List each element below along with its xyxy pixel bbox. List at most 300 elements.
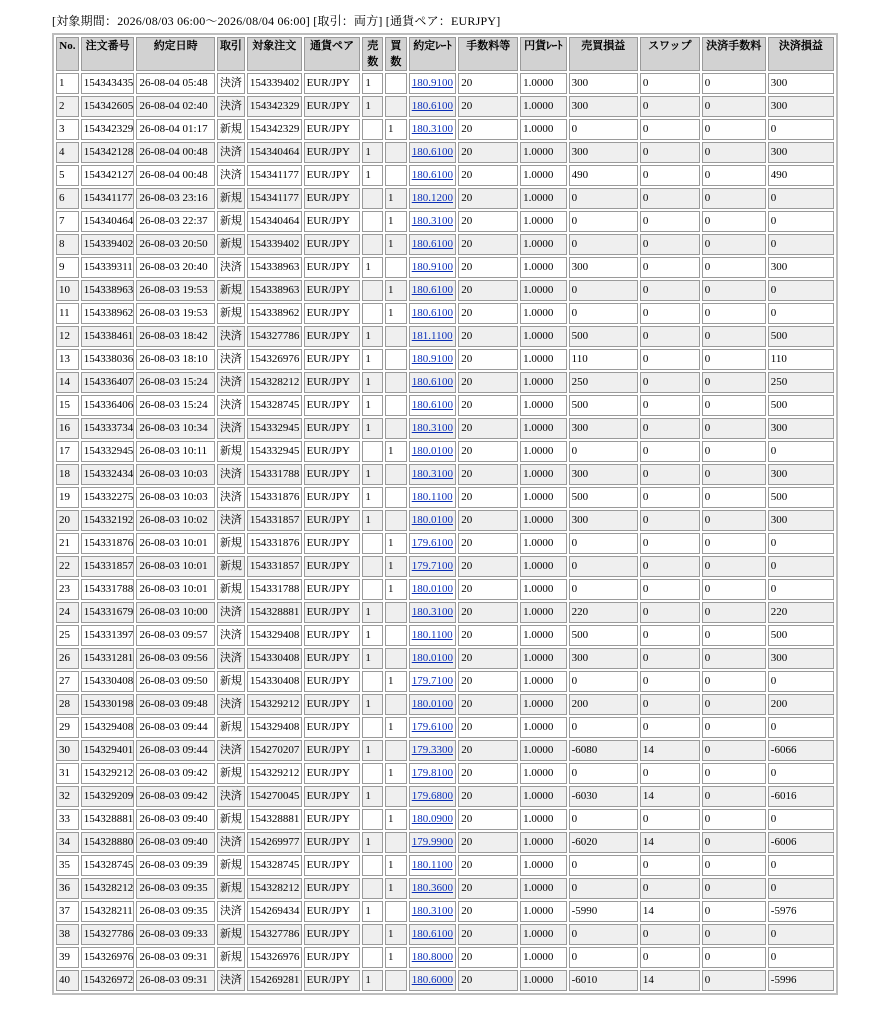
col-buy-qty-cell <box>385 96 407 117</box>
col-execution-datetime-cell: 26-08-03 09:42 <box>136 786 215 807</box>
table-row <box>56 119 834 140</box>
col-currency-pair-cell: EUR/JPY <box>304 119 361 140</box>
col-execution-datetime-cell: 26-08-03 19:53 <box>136 303 215 324</box>
col-settlement-fee-cell: 0 <box>702 441 766 462</box>
col-no-cell: 6 <box>56 188 79 209</box>
col-sell-qty-cell <box>362 763 383 784</box>
col-execution-rate-cell <box>409 855 457 876</box>
col-buy-qty-cell <box>385 142 407 163</box>
table-row <box>56 556 834 577</box>
col-fees-cell: 20 <box>458 786 518 807</box>
col-buy-qty-cell <box>385 648 407 669</box>
table-row <box>56 418 834 439</box>
col-trade-pnl-cell: 300 <box>569 142 638 163</box>
col-execution-rate-cell <box>409 211 457 232</box>
col-execution-rate-cell <box>409 947 457 968</box>
col-yen-rate-cell: 1.0000 <box>520 510 566 531</box>
col-trade-type-cell: 新規 <box>217 579 245 600</box>
col-order-number-cell: 154329209 <box>81 786 135 807</box>
col-settlement-fee-cell: 0 <box>702 786 766 807</box>
col-target-order-cell: 154339402 <box>247 73 302 94</box>
col-sell-qty-cell: 1 <box>362 602 383 623</box>
col-currency-pair-cell: EUR/JPY <box>304 579 361 600</box>
col-sell-qty-cell <box>362 234 383 255</box>
col-trade-type-cell: 新規 <box>217 671 245 692</box>
table-row <box>56 947 834 968</box>
col-currency-pair-cell: EUR/JPY <box>304 188 361 209</box>
col-no-cell: 39 <box>56 947 79 968</box>
col-fees-cell: 20 <box>458 257 518 278</box>
col-no-cell: 38 <box>56 924 79 945</box>
col-trade-type-cell: 新規 <box>217 280 245 301</box>
execution-rate-link[interactable]: 179.9900 <box>411 836 453 848</box>
col-target-order-cell: 154328212 <box>247 372 302 393</box>
col-swap-cell: 0 <box>640 694 700 715</box>
col-trade-pnl-cell: 500 <box>569 395 638 416</box>
col-settlement-pnl-cell: 0 <box>768 188 834 209</box>
col-trade-type-cell: 新規 <box>217 763 245 784</box>
col-trade-type-cell: 新規 <box>217 303 245 324</box>
col-yen-rate-cell: 1.0000 <box>520 165 566 186</box>
col-execution-datetime-cell: 26-08-03 09:35 <box>136 878 215 899</box>
col-sell-qty-cell: 1 <box>362 694 383 715</box>
col-buy-qty-cell <box>385 510 407 531</box>
execution-rate-link[interactable]: 180.3600 <box>411 882 453 894</box>
col-sell-qty-cell: 1 <box>362 142 383 163</box>
col-execution-rate-cell <box>409 763 457 784</box>
col-currency-pair-cell: EUR/JPY <box>304 947 361 968</box>
col-trade-pnl-cell: 0 <box>569 441 638 462</box>
col-fees-cell: 20 <box>458 487 518 508</box>
col-currency-pair-cell: EUR/JPY <box>304 280 361 301</box>
col-execution-rate-cell <box>409 119 457 140</box>
col-yen-rate-cell: 1.0000 <box>520 303 566 324</box>
execution-rate-link[interactable]: 180.6100 <box>411 307 453 319</box>
col-trade-type-cell: 新規 <box>217 234 245 255</box>
col-execution-datetime-cell: 26-08-03 15:24 <box>136 395 215 416</box>
table-row <box>56 303 834 324</box>
execution-rate-link[interactable]: 179.3300 <box>411 744 453 756</box>
col-target-order-cell: 154331857 <box>247 556 302 577</box>
execution-rate-link[interactable]: 180.6100 <box>411 284 453 296</box>
col-swap-cell: 0 <box>640 763 700 784</box>
col-currency-pair-cell: EUR/JPY <box>304 786 361 807</box>
col-buy-qty-cell <box>385 73 407 94</box>
col-settlement-pnl-cell: 500 <box>768 326 834 347</box>
col-currency-pair-cell: EUR/JPY <box>304 901 361 922</box>
col-buy-qty-cell: 1 <box>385 211 407 232</box>
col-yen-rate-cell: 1.0000 <box>520 372 566 393</box>
col-yen-rate-cell: 1.0000 <box>520 96 566 117</box>
execution-rate-link[interactable]: 180.0100 <box>411 698 453 710</box>
col-no-cell: 12 <box>56 326 79 347</box>
col-target-order-cell: 154338963 <box>247 280 302 301</box>
col-target-order-cell: 154327786 <box>247 924 302 945</box>
col-target-order-cell: 154340464 <box>247 211 302 232</box>
col-trade-type-cell: 決済 <box>217 142 245 163</box>
col-execution-rate-cell <box>409 73 457 94</box>
col-target-order-cell: 154327786 <box>247 326 302 347</box>
execution-rate-link[interactable]: 180.6100 <box>411 169 453 181</box>
col-buy-qty-cell: 1 <box>385 671 407 692</box>
table-row <box>56 188 834 209</box>
col-fees-cell: 20 <box>458 924 518 945</box>
col-trade-pnl-cell: 200 <box>569 694 638 715</box>
col-settlement-pnl-cell: 490 <box>768 165 834 186</box>
col-settlement-pnl-cell: 0 <box>768 763 834 784</box>
col-trade-pnl-cell: 0 <box>569 947 638 968</box>
col-yen-rate-cell: 1.0000 <box>520 119 566 140</box>
col-execution-datetime-cell: 26-08-03 09:40 <box>136 809 215 830</box>
col-buy-qty-cell: 1 <box>385 533 407 554</box>
col-yen-rate-cell: 1.0000 <box>520 763 566 784</box>
col-no-cell: 2 <box>56 96 79 117</box>
execution-rate-link[interactable]: 180.9100 <box>411 353 453 365</box>
col-no-cell: 34 <box>56 832 79 853</box>
col-settlement-pnl-cell: 0 <box>768 579 834 600</box>
col-settlement-pnl-cell: 0 <box>768 303 834 324</box>
execution-rate-link[interactable]: 180.6100 <box>411 376 453 388</box>
col-buy-qty-cell <box>385 786 407 807</box>
col-yen-rate-cell: 1.0000 <box>520 441 566 462</box>
col-settlement-pnl-cell: 300 <box>768 510 834 531</box>
col-currency-pair-cell: EUR/JPY <box>304 717 361 738</box>
execution-rate-link[interactable]: 179.8100 <box>411 767 453 779</box>
col-buy-qty-cell <box>385 165 407 186</box>
table-row <box>56 924 834 945</box>
col-settlement-fee-cell: 0 <box>702 740 766 761</box>
col-sell-qty-cell: 1 <box>362 970 383 991</box>
col-yen-rate-cell: 1.0000 <box>520 625 566 646</box>
execution-rate-link[interactable]: 179.6800 <box>411 790 453 802</box>
col-execution-rate-cell <box>409 257 457 278</box>
col-buy-qty-cell: 1 <box>385 441 407 462</box>
table-row <box>56 901 834 922</box>
execution-rate-link[interactable]: 180.9100 <box>411 261 453 273</box>
col-buy-qty-cell: 1 <box>385 303 407 324</box>
col-target-order-cell: 154326976 <box>247 947 302 968</box>
col-execution-datetime-cell: 26-08-03 09:33 <box>136 924 215 945</box>
col-swap-cell: 0 <box>640 809 700 830</box>
col-target-order-header: 対象注文 <box>247 37 302 71</box>
col-swap-cell: 0 <box>640 395 700 416</box>
col-execution-rate-cell <box>409 533 457 554</box>
col-settlement-pnl-cell: -6006 <box>768 832 834 853</box>
col-trade-type-cell: 新規 <box>217 211 245 232</box>
col-fees-cell: 20 <box>458 418 518 439</box>
col-currency-pair-cell: EUR/JPY <box>304 303 361 324</box>
execution-rate-link[interactable]: 180.6100 <box>411 399 453 411</box>
table-row <box>56 487 834 508</box>
col-yen-rate-cell: 1.0000 <box>520 418 566 439</box>
col-trade-type-cell: 決済 <box>217 418 245 439</box>
execution-rate-link[interactable]: 179.6100 <box>411 721 453 733</box>
col-settlement-fee-cell: 0 <box>702 142 766 163</box>
col-no-cell: 22 <box>56 556 79 577</box>
col-settlement-pnl-header: 決済損益 <box>768 37 834 71</box>
col-fees-cell: 20 <box>458 694 518 715</box>
col-trade-type-cell: 決済 <box>217 786 245 807</box>
col-execution-rate-cell <box>409 556 457 577</box>
col-trade-type-cell: 新規 <box>217 855 245 876</box>
execution-rate-link[interactable]: 180.0100 <box>411 652 453 664</box>
col-trade-pnl-cell: 500 <box>569 487 638 508</box>
col-target-order-cell: 154331876 <box>247 533 302 554</box>
col-settlement-fee-cell: 0 <box>702 717 766 738</box>
execution-rate-link[interactable]: 180.1100 <box>411 859 453 871</box>
col-swap-cell: 14 <box>640 740 700 761</box>
col-yen-rate-cell: 1.0000 <box>520 349 566 370</box>
execution-rate-link[interactable]: 180.0100 <box>411 583 453 595</box>
col-settlement-pnl-cell: 300 <box>768 73 834 94</box>
col-execution-datetime-cell: 26-08-03 09:50 <box>136 671 215 692</box>
col-execution-rate-cell <box>409 142 457 163</box>
execution-rate-link[interactable]: 180.9100 <box>411 77 453 89</box>
col-fees-cell: 20 <box>458 119 518 140</box>
col-execution-datetime-cell: 26-08-03 09:42 <box>136 763 215 784</box>
col-swap-cell: 0 <box>640 464 700 485</box>
col-swap-cell: 14 <box>640 901 700 922</box>
col-settlement-fee-cell: 0 <box>702 487 766 508</box>
col-trade-type-cell: 新規 <box>217 119 245 140</box>
col-execution-datetime-cell: 26-08-03 10:11 <box>136 441 215 462</box>
table-row <box>56 349 834 370</box>
col-execution-rate-cell <box>409 740 457 761</box>
col-no-cell: 35 <box>56 855 79 876</box>
col-execution-rate-cell <box>409 832 457 853</box>
col-buy-qty-cell <box>385 694 407 715</box>
col-swap-cell: 0 <box>640 855 700 876</box>
col-order-number-cell: 154341177 <box>81 188 135 209</box>
execution-rate-link[interactable]: 179.7100 <box>411 675 453 687</box>
execution-rate-link[interactable]: 180.3100 <box>411 422 453 434</box>
col-execution-rate-cell <box>409 602 457 623</box>
col-sell-qty-cell: 1 <box>362 349 383 370</box>
col-currency-pair-cell: EUR/JPY <box>304 441 361 462</box>
execution-rate-link[interactable]: 180.0900 <box>411 813 453 825</box>
table-row <box>56 280 834 301</box>
execution-rate-link[interactable]: 180.3100 <box>411 468 453 480</box>
col-sell-qty-cell <box>362 671 383 692</box>
col-settlement-fee-cell: 0 <box>702 533 766 554</box>
col-order-number-cell: 154331281 <box>81 648 135 669</box>
col-settlement-fee-cell: 0 <box>702 947 766 968</box>
col-settlement-pnl-cell: 0 <box>768 855 834 876</box>
col-execution-rate-cell <box>409 694 457 715</box>
execution-rate-link[interactable]: 180.3100 <box>411 215 453 227</box>
col-sell-qty-cell <box>362 441 383 462</box>
col-fees-header: 手数料等 <box>458 37 518 71</box>
col-sell-qty-header: 売数 <box>362 37 383 71</box>
col-trade-pnl-cell: 0 <box>569 234 638 255</box>
col-yen-rate-cell: 1.0000 <box>520 740 566 761</box>
col-trade-type-cell: 新規 <box>217 878 245 899</box>
col-fees-cell: 20 <box>458 280 518 301</box>
col-sell-qty-cell <box>362 809 383 830</box>
col-currency-pair-cell: EUR/JPY <box>304 211 361 232</box>
execution-rate-link[interactable]: 180.1200 <box>411 192 453 204</box>
col-currency-pair-cell: EUR/JPY <box>304 533 361 554</box>
col-trade-type-cell: 決済 <box>217 602 245 623</box>
col-yen-rate-header: 円貨ﾚｰﾄ <box>520 37 566 71</box>
execution-rate-link[interactable]: 180.0100 <box>411 445 453 457</box>
col-trade-pnl-cell: 0 <box>569 855 638 876</box>
table-row <box>56 142 834 163</box>
col-target-order-cell: 154342329 <box>247 119 302 140</box>
table-row <box>56 970 834 991</box>
col-currency-pair-cell: EUR/JPY <box>304 487 361 508</box>
col-no-cell: 25 <box>56 625 79 646</box>
col-sell-qty-cell: 1 <box>362 740 383 761</box>
col-target-order-cell: 154330408 <box>247 648 302 669</box>
col-swap-cell: 0 <box>640 188 700 209</box>
col-settlement-fee-cell: 0 <box>702 671 766 692</box>
col-swap-cell: 0 <box>640 579 700 600</box>
col-trade-pnl-cell: 300 <box>569 73 638 94</box>
table-row <box>56 234 834 255</box>
col-settlement-pnl-cell: -6016 <box>768 786 834 807</box>
col-trade-type-cell: 決済 <box>217 740 245 761</box>
execution-rate-link[interactable]: 180.8000 <box>411 951 453 963</box>
execution-rate-link[interactable]: 180.6100 <box>411 146 453 158</box>
execution-rate-link[interactable]: 179.7100 <box>411 560 453 572</box>
col-no-header: No. <box>56 37 79 71</box>
col-yen-rate-cell: 1.0000 <box>520 234 566 255</box>
col-fees-cell: 20 <box>458 234 518 255</box>
col-sell-qty-cell <box>362 855 383 876</box>
col-settlement-fee-cell: 0 <box>702 303 766 324</box>
col-settlement-pnl-cell: 300 <box>768 257 834 278</box>
col-swap-cell: 0 <box>640 947 700 968</box>
col-settlement-fee-cell: 0 <box>702 280 766 301</box>
col-fees-cell: 20 <box>458 441 518 462</box>
col-settlement-fee-cell: 0 <box>702 165 766 186</box>
col-execution-rate-cell <box>409 326 457 347</box>
col-swap-cell: 0 <box>640 119 700 140</box>
col-order-number-cell: 154331397 <box>81 625 135 646</box>
col-order-number-cell: 154329408 <box>81 717 135 738</box>
col-order-number-cell: 154336407 <box>81 372 135 393</box>
col-yen-rate-cell: 1.0000 <box>520 464 566 485</box>
col-settlement-pnl-cell: 0 <box>768 234 834 255</box>
execution-rate-link[interactable]: 180.0100 <box>411 514 453 526</box>
col-execution-datetime-cell: 26-08-03 10:00 <box>136 602 215 623</box>
col-target-order-cell: 154331788 <box>247 464 302 485</box>
col-execution-rate-cell <box>409 188 457 209</box>
col-execution-rate-cell <box>409 464 457 485</box>
col-buy-qty-cell <box>385 372 407 393</box>
col-trade-type-cell: 決済 <box>217 648 245 669</box>
col-fees-cell: 20 <box>458 303 518 324</box>
col-execution-rate-cell <box>409 234 457 255</box>
execution-rate-link[interactable]: 180.3100 <box>411 606 453 618</box>
execution-rate-link[interactable]: 180.6000 <box>411 974 453 986</box>
col-fees-cell: 20 <box>458 740 518 761</box>
col-trade-pnl-header: 売買損益 <box>569 37 638 71</box>
col-order-number-cell: 154329212 <box>81 763 135 784</box>
col-execution-datetime-cell: 26-08-03 18:42 <box>136 326 215 347</box>
col-execution-datetime-cell: 26-08-03 10:01 <box>136 556 215 577</box>
col-yen-rate-cell: 1.0000 <box>520 648 566 669</box>
col-swap-cell: 0 <box>640 257 700 278</box>
table-row <box>56 257 834 278</box>
col-buy-qty-cell <box>385 487 407 508</box>
col-target-order-cell: 154331788 <box>247 579 302 600</box>
execution-rate-link[interactable]: 180.3100 <box>411 123 453 135</box>
col-execution-rate-cell <box>409 372 457 393</box>
col-trade-pnl-cell: 0 <box>569 303 638 324</box>
col-trade-pnl-cell: 0 <box>569 878 638 899</box>
col-order-number-cell: 154338962 <box>81 303 135 324</box>
col-swap-cell: 0 <box>640 441 700 462</box>
col-execution-datetime-cell: 26-08-03 23:16 <box>136 188 215 209</box>
execution-rate-link[interactable]: 180.1100 <box>411 491 453 503</box>
col-execution-datetime-cell: 26-08-03 20:50 <box>136 234 215 255</box>
col-trade-type-cell: 新規 <box>217 717 245 738</box>
col-trade-type-cell: 決済 <box>217 970 245 991</box>
col-buy-qty-cell: 1 <box>385 878 407 899</box>
col-sell-qty-cell <box>362 188 383 209</box>
col-target-order-cell: 154328745 <box>247 395 302 416</box>
col-no-cell: 21 <box>56 533 79 554</box>
table-row <box>56 372 834 393</box>
col-yen-rate-cell: 1.0000 <box>520 556 566 577</box>
col-yen-rate-cell: 1.0000 <box>520 786 566 807</box>
col-settlement-pnl-cell: 300 <box>768 418 834 439</box>
col-no-cell: 19 <box>56 487 79 508</box>
col-no-cell: 7 <box>56 211 79 232</box>
col-order-number-cell: 154332434 <box>81 464 135 485</box>
col-swap-header: スワップ <box>640 37 700 71</box>
col-sell-qty-cell: 1 <box>362 165 383 186</box>
execution-rate-link[interactable]: 180.3100 <box>411 905 453 917</box>
col-swap-cell: 0 <box>640 73 700 94</box>
col-sell-qty-cell: 1 <box>362 73 383 94</box>
execution-rate-link[interactable]: 180.6100 <box>411 238 453 250</box>
table-header-row <box>56 37 834 71</box>
col-target-order-cell: 154339402 <box>247 234 302 255</box>
col-trade-pnl-cell: 500 <box>569 326 638 347</box>
col-trade-pnl-cell: 300 <box>569 96 638 117</box>
col-currency-pair-cell: EUR/JPY <box>304 763 361 784</box>
col-no-cell: 14 <box>56 372 79 393</box>
col-order-number-cell: 154342128 <box>81 142 135 163</box>
col-currency-pair-cell: EUR/JPY <box>304 924 361 945</box>
execution-rate-link[interactable]: 180.6100 <box>411 928 453 940</box>
col-swap-cell: 0 <box>640 142 700 163</box>
col-swap-cell: 0 <box>640 717 700 738</box>
col-yen-rate-cell: 1.0000 <box>520 257 566 278</box>
col-currency-pair-cell: EUR/JPY <box>304 832 361 853</box>
col-no-cell: 16 <box>56 418 79 439</box>
col-execution-rate-cell <box>409 970 457 991</box>
col-yen-rate-cell: 1.0000 <box>520 579 566 600</box>
table-row <box>56 671 834 692</box>
execution-rate-link[interactable]: 180.1100 <box>411 629 453 641</box>
col-no-cell: 36 <box>56 878 79 899</box>
table-row <box>56 533 834 554</box>
col-target-order-cell: 154341177 <box>247 188 302 209</box>
col-currency-pair-cell: EUR/JPY <box>304 809 361 830</box>
execution-rate-link[interactable]: 179.6100 <box>411 537 453 549</box>
col-no-cell: 27 <box>56 671 79 692</box>
col-sell-qty-cell: 1 <box>362 510 383 531</box>
col-settlement-fee-cell: 0 <box>702 326 766 347</box>
execution-rate-link[interactable]: 180.6100 <box>411 100 453 112</box>
col-swap-cell: 0 <box>640 878 700 899</box>
col-execution-datetime-cell: 26-08-03 10:01 <box>136 533 215 554</box>
execution-rate-link[interactable]: 181.1100 <box>411 330 453 342</box>
